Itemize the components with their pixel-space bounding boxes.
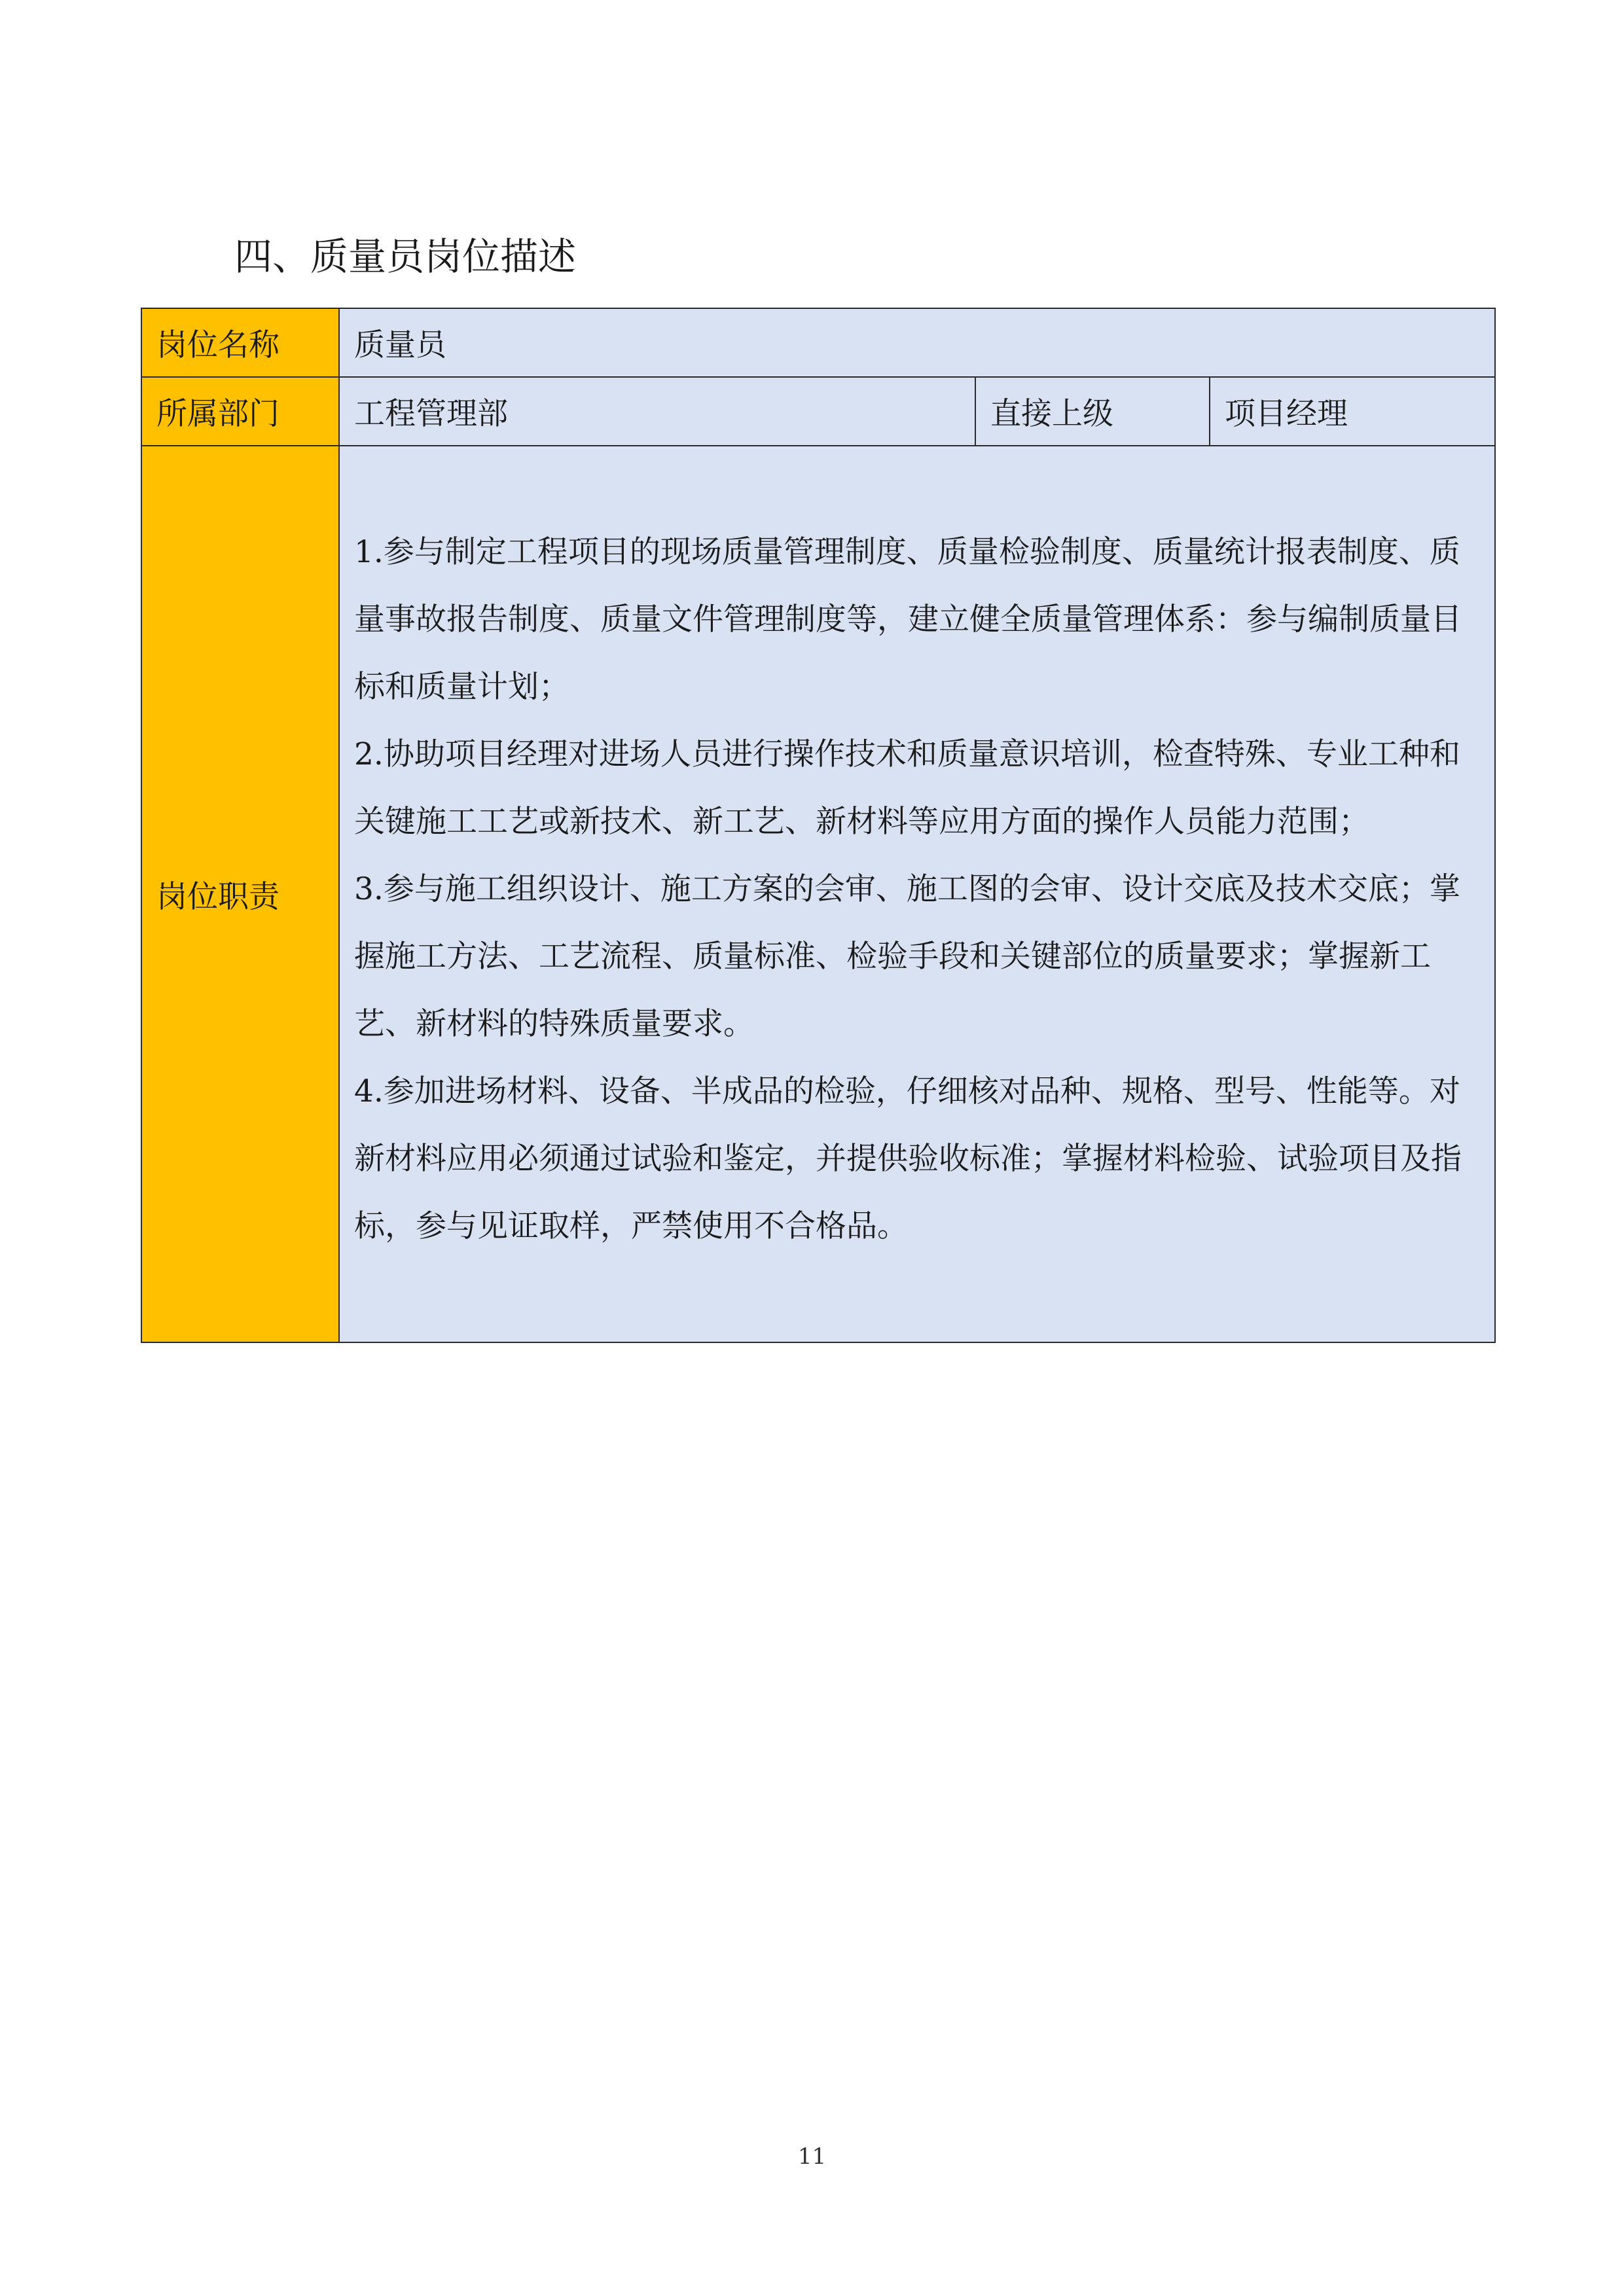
duties-label: 岗位职责 <box>141 446 339 1342</box>
supervisor-value: 项目经理 <box>1210 377 1495 446</box>
page-number: 11 <box>797 2144 827 2170</box>
job-description-table <box>141 308 1496 1343</box>
duty-item-4: 4.参加进场材料、设备、半成品的检验，仔细核对品种、规格、型号、性能等。对新材料应用必须通过试验和鉴定，并提供验收标准；掌握材料检验、试验项目及指标，参与见证取样，严禁使用不合格品。 <box>354 1073 1462 1244</box>
department-label: 所属部门 <box>141 377 339 446</box>
table-row-department <box>141 377 1495 446</box>
section-title: 四、质量员岗位描述 <box>234 234 577 279</box>
duties-content <box>339 446 1495 1342</box>
supervisor-label: 直接上级 <box>975 377 1210 446</box>
duty-item-3: 3.参与施工组织设计、施工方案的会审、施工图的会审、设计交底及技术交底；掌握施工方法、工艺流程、质量标准、检验手段和关键部位的质量要求；掌握新工艺、新材料的特殊质量要求。 <box>354 871 1460 1042</box>
duty-item-2: 2.协助项目经理对进场人员进行操作技术和质量意识培训，检查特殊、专业工种和关键施工工艺或新技术、新工艺、新材料等应用方面的操作人员能力范围； <box>354 736 1460 840</box>
department-value: 工程管理部 <box>339 377 975 446</box>
duty-item-1: 1.参与制定工程项目的现场质量管理制度、质量检验制度、质量统计报表制度、质量事故报告制度、质量文件管理制度等，建立健全质量管理体系：参与编制质量目标和质量计划； <box>354 534 1462 705</box>
table-row-position-name <box>141 308 1495 377</box>
position-name-label: 岗位名称 <box>141 308 339 377</box>
position-name-value: 质量员 <box>339 308 1495 377</box>
table-row-duties <box>141 446 1495 1342</box>
